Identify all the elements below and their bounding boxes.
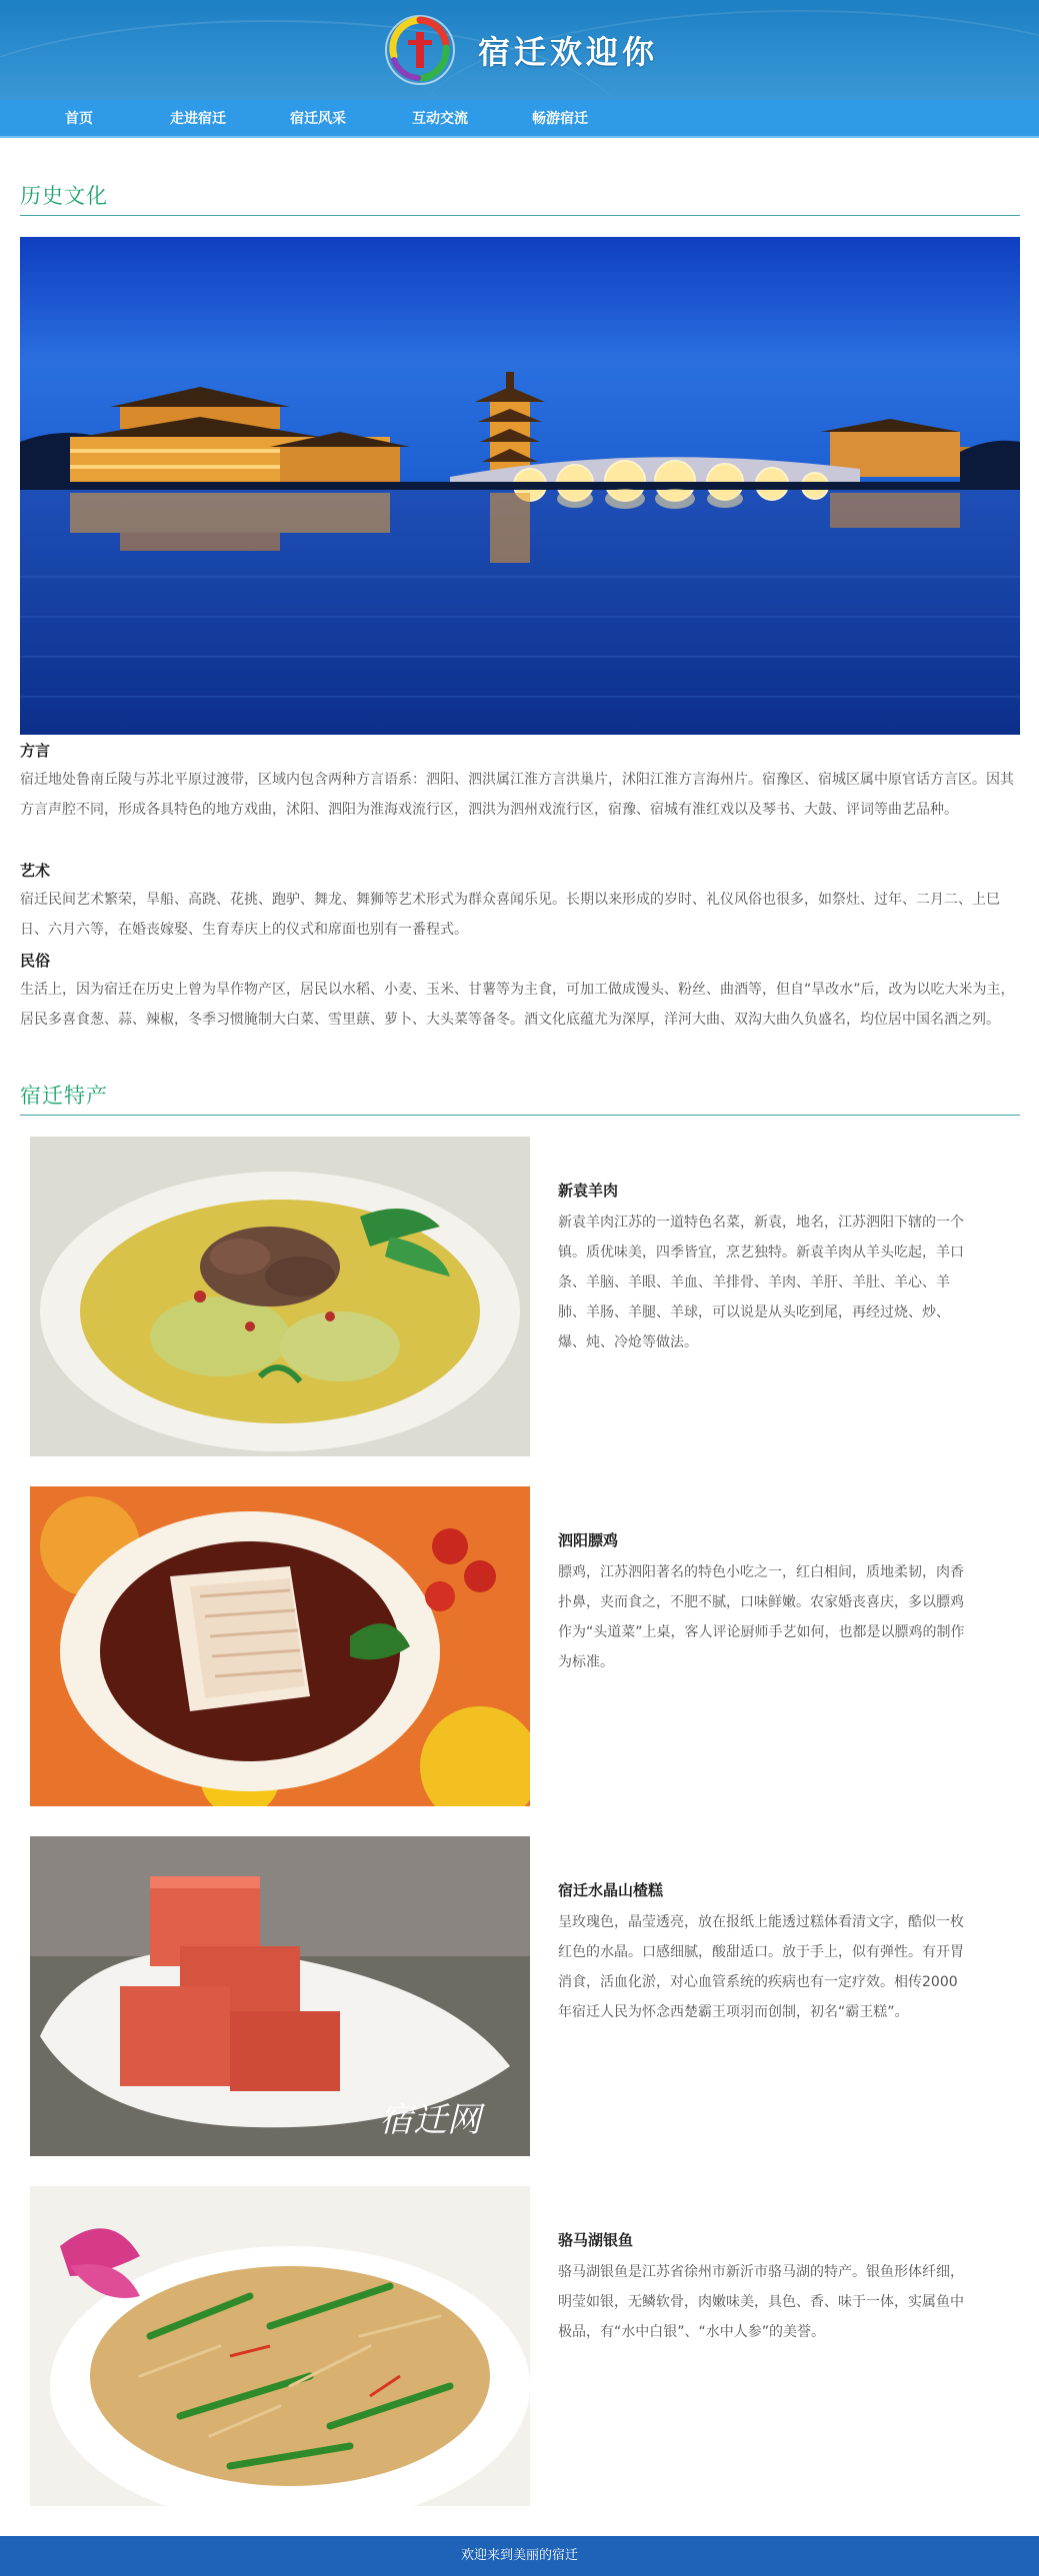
night-scene-illustration (20, 237, 1020, 735)
footer-text: 欢迎来到美丽的宿迁 (460, 2548, 578, 2563)
food-desc-lamb: 新袁羊肉江苏的一道特色名菜，新袁，地名，江苏泗阳下辖的一个镇。质优味美，四季皆宜，烹艺独特。新袁羊肉从羊头吃起，羊口条、羊脑、羊眼、羊血、羊排骨、羊肉、羊肝、羊肚、羊心、羊肺、羊肠、羊腿、羊球，可以说是从头吃到尾，再经过烧、炒、爆、炖、冷炝等做法。 (558, 1215, 964, 1350)
hawthorn-jelly-image (30, 1836, 530, 2156)
header-banner (0, 0, 1039, 100)
watermark-text: 宿迁网 (379, 2100, 481, 2140)
hero-night-scene-image (20, 237, 1020, 735)
food-name-chicken: 泗阳膘鸡 (558, 1531, 619, 1549)
art-heading: 艺术 (20, 862, 51, 880)
history-section-title: 历史文化 (20, 184, 108, 208)
brand (380, 8, 658, 92)
food-name-lamb: 新袁羊肉 (558, 1182, 619, 1200)
site-logo (380, 10, 460, 90)
nav-item-interact[interactable]: 互动交流 (412, 111, 468, 127)
footer (0, 2536, 1039, 2576)
nav-item-home[interactable]: 首页 (65, 111, 93, 127)
siyang-chicken-image (30, 1486, 530, 1806)
dialect-heading: 方言 (20, 742, 51, 760)
nav-item-travel[interactable]: 畅游宿迁 (532, 111, 588, 127)
folk-custom-text: 生活上，因为宿迁在历史上曾为旱作物产区，居民以水稻、小麦、玉米、甘薯等为主食，可加工做成馒头、粉丝、曲酒等，但自“旱改水”后，改为以吃大米为主，居民多喜食葱、蒜、辣椒，冬季习惯腌制大白菜、雪里蕻、萝卜、大头菜等备冬。酒文化底蕴尤为深厚，洋河大曲、双沟大曲久负盛名，均位居中国名酒之列。 (20, 982, 1015, 1028)
section-divider (20, 215, 1020, 216)
food-desc-hawthorn: 呈玫瑰色，晶莹透亮，放在报纸上能透过糕体看清文字，酷似一枚红色的水晶。口感细腻，酸甜适口。放于手上，似有弹性。有开胃消食，活血化淤，对心血管系统的疾病也有一定疗效。相传2000年宿迁人民为怀念西楚霸王项羽而创制，初名“霸王糕”。 (558, 1914, 964, 2020)
site-title: 宿迁欢迎你 (478, 33, 659, 71)
food-desc-chicken: 膘鸡，江苏泗阳著名的特色小吃之一，红白相间，质地柔韧，肉香扑鼻，夹而食之，不肥不腻，口味鲜嫩。农家婚丧喜庆，多以膘鸡作为“头道菜”上桌，客人评论厨师手艺如何，也都是以膘鸡的制作为标准。 (558, 1564, 965, 1670)
main-nav (0, 100, 1039, 138)
specialty-section-title: 宿迁特产 (20, 1084, 108, 1108)
nav-item-explore[interactable]: 走进宿迁 (170, 111, 226, 127)
lamb-soup-image (30, 1137, 530, 1456)
food-name-silverfish: 骆马湖银鱼 (558, 2231, 634, 2249)
silverfish-image (30, 2186, 530, 2506)
food-name-hawthorn: 宿迁水晶山楂糕 (558, 1881, 664, 1899)
folk-custom-heading: 民俗 (20, 952, 51, 970)
section-divider (20, 1115, 1020, 1116)
dialect-text: 宿迁地处鲁南丘陵与苏北平原过渡带，区域内包含两种方言语系：泗阳、泗洪属江淮方言洪巢片，沭阳江淮方言海州片。宿豫区、宿城区属中原官话方言区。因其方言声腔不同，形成各具特色的地方戏曲，沭阳、泗阳为淮海戏流行区，泗洪为泗州戏流行区，宿豫、宿城有淮红戏以及琴书、大鼓、评词等曲艺品种。 (20, 772, 1014, 818)
food-desc-silverfish: 骆马湖银鱼是江苏省徐州市新沂市骆马湖的特产。银鱼形体纤细，明莹如银，无鳞软骨，肉嫩味美，具色、香、味于一体，实属鱼中极品，有“水中白银”、“水中人参”的美誉。 (558, 2264, 964, 2340)
nav-item-scenery[interactable]: 宿迁风采 (290, 111, 346, 127)
art-text: 宿迁民间艺术繁荣，旱船、高跷、花挑、跑驴、舞龙、舞狮等艺术形式为群众喜闻乐见。长期以来形成的岁时、礼仪风俗也很多，如祭灶、过年、二月二、上巳日、六月六等，在婚丧嫁娶、生育寿庆上的仪式和席面也别有一番程式。 (20, 892, 1000, 938)
